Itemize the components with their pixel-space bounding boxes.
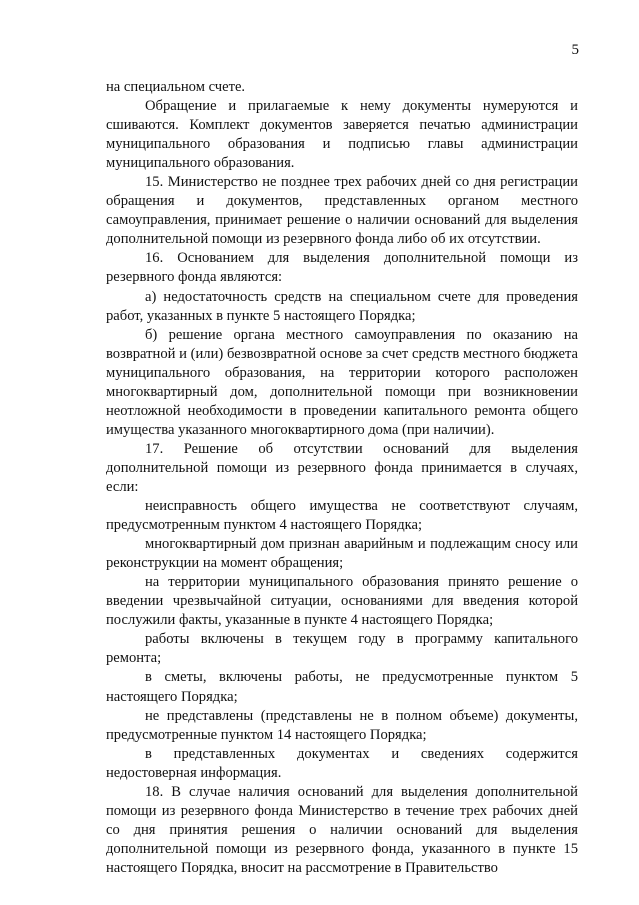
paragraph-item-16a: а) недостаточность средств на специальном счете для проведения работ, указанных в пункте 5 настоящего Порядка; <box>106 288 578 324</box>
page-number: 5 <box>571 42 579 58</box>
paragraph-documents-numbering: Обращение и прилагаемые к нему документы нумеруются и сшиваются. Комплект документов заверяется печатью администрации муниципального образования и подписью главы администрации муниципального образования. <box>106 98 578 172</box>
paragraph-item-16b: б) решение органа местного самоуправления по оказанию на возвратной и (или) безвозвратной основе за счет средств местного бюджета муниципального образования, на территории которого расположен многоквартирный дом, дополнительной помощи при возникновении неотложной необходимости в проведении капитального ремонта общего имущества указанного многоквартирного дома (при наличии). <box>106 326 578 438</box>
paragraph-continuation: на специальном счете. <box>106 79 246 95</box>
document-body <box>106 78 578 878</box>
paragraph-item-17-case-6: не представлены (представлены не в полном объеме) документы, предусмотренные пунктом 14 настоящего Порядка; <box>106 707 578 743</box>
paragraph-item-17-case-4: работы включены в текущем году в программу капитального ремонта; <box>106 631 578 667</box>
paragraph-item-17-case-5: в сметы, включены работы, не предусмотренные пунктом 5 настоящего Порядка; <box>106 669 578 705</box>
paragraph-item-17-case-2: многоквартирный дом признан аварийным и подлежащим сносу или реконструкции на момент обращения; <box>106 536 578 572</box>
paragraph-item-17-case-7: в представленных документах и сведениях содержится недостоверная информация. <box>106 745 578 781</box>
paragraph-item-15: 15. Министерство не позднее трех рабочих дней со дня регистрации обращения и документов, представленных органом местного самоуправления, принимает решение о наличии оснований для выделения дополнительной помощи из резервного фонда либо об их отсутствии. <box>106 174 578 248</box>
paragraph-item-17-case-1: неисправность общего имущества не соответствуют случаям, предусмотренным пунктом 4 настоящего Порядка; <box>106 498 578 534</box>
paragraph-item-16: 16. Основанием для выделения дополнительной помощи из резервного фонда являются: <box>106 250 578 286</box>
paragraph-item-17: 17. Решение об отсутствии оснований для выделения дополнительной помощи из резервного фонда принимается в случаях, если: <box>106 440 578 495</box>
paragraph-item-17-case-3: на территории муниципального образования принято решение о введении чрезвычайной ситуации, основаниями для введения которой послужили факты, указанные в пункте 4 настоящего Порядка; <box>106 574 578 629</box>
paragraph-item-18: 18. В случае наличия оснований для выделения дополнительной помощи из резервного фонда Министерство в течение трех рабочих дней со дня принятия решения о наличии оснований для выделения дополнительной помощи из резервного фонда, указанного в пункте 15 настоящего Порядка, вносит на рассмотрение в Правительство <box>106 783 578 876</box>
